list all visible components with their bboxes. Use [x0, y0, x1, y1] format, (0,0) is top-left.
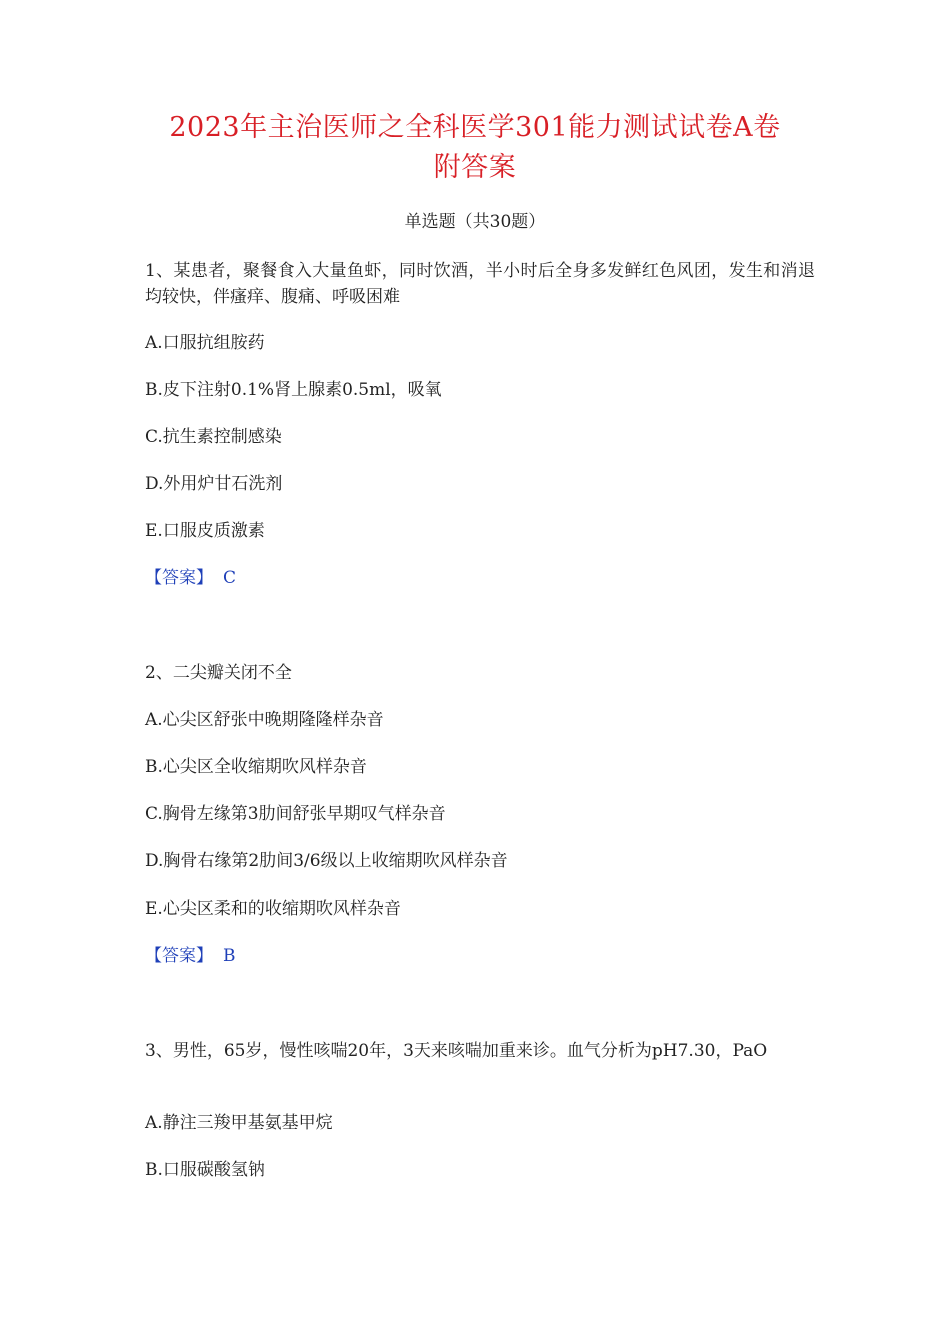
answer-value: C [223, 568, 237, 588]
question-1-answer [145, 566, 236, 590]
question-3-option-a: A.静注三羧甲基氨基甲烷 [145, 1113, 333, 1133]
question-3-option-b: B.口服碳酸氢钠 [145, 1160, 265, 1180]
answer-label: 【答案】 [145, 568, 213, 588]
question-2-option-b: B.心尖区全收缩期吹风样杂音 [145, 757, 367, 777]
question-2-option-d: D.胸骨右缘第2肋间3/6级以上收缩期吹风样杂音 [145, 851, 508, 871]
section-heading: 单选题（共30题） [404, 212, 546, 232]
question-2-stem: 2、二尖瓣关闭不全 [145, 663, 292, 683]
question-2-option-c: C.胸骨左缘第3肋间舒张早期叹气样杂音 [145, 804, 446, 824]
document-title-line-1: 2023年主治医师之全科医学301能力测试试卷A卷 [169, 112, 781, 143]
document-title-line-2: 附答案 [433, 152, 517, 183]
question-1-option-e: E.口服皮质激素 [145, 521, 265, 541]
question-2-option-e: E.心尖区柔和的收缩期吹风样杂音 [145, 899, 401, 919]
question-1-option-d: D.外用炉甘石洗剂 [145, 474, 283, 494]
answer-label: 【答案】 [145, 946, 213, 966]
question-1-stem: 1、某患者，聚餐食入大量鱼虾，同时饮酒，半小时后全身多发鲜红色风团，发生和消退均较快，伴瘙痒、腹痛、呼吸困难 [145, 261, 815, 307]
question-1-option-b: B.皮下注射0.1%肾上腺素0.5ml，吸氧 [145, 380, 442, 400]
question-1-option-a: A.口服抗组胺药 [145, 333, 265, 353]
document-title [120, 108, 830, 188]
question-1-option-c: C.抗生素控制感染 [145, 427, 282, 447]
question-2-answer [145, 944, 236, 968]
answer-value: B [223, 946, 236, 966]
question-3-stem: 3、男性，65岁，慢性咳喘20年，3天来咳喘加重来诊。血气分析为pH7.30，PaO [145, 1041, 768, 1061]
question-2-option-a: A.心尖区舒张中晚期隆隆样杂音 [145, 710, 384, 730]
